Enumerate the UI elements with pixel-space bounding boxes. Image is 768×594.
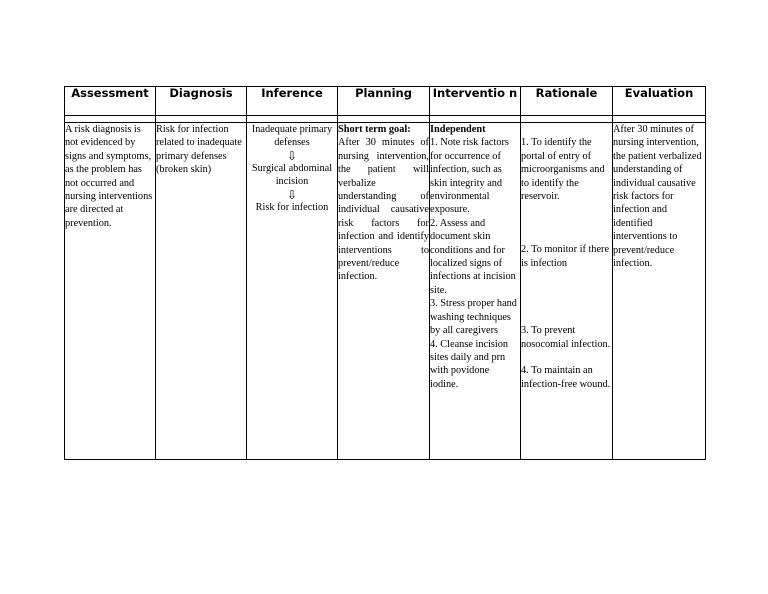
intervention-item-2: 2. Assess and document skin conditions and for localized signs of infections at incision site.	[430, 217, 516, 296]
intervention-item-1: 1. Note risk factors for occurrence of infection, such as skin integrity and environmental exposure.	[430, 137, 509, 216]
header-diagnosis: Diagnosis	[156, 87, 247, 116]
diagnosis-text: Risk for infection related to inadequate primary defenses (broken skin)	[156, 124, 242, 176]
header-row	[65, 87, 706, 116]
header-planning: Planning	[338, 87, 430, 116]
rationale-item-3: 3. To prevent nosocomial infection.	[521, 325, 611, 350]
intervention-item-4: 4. Cleanse incision sites daily and prn with povidone iodine.	[430, 338, 509, 390]
content-row	[65, 123, 706, 460]
diagnosis-cell	[156, 123, 247, 460]
assessment-cell	[65, 123, 156, 460]
intervention-cell	[430, 123, 521, 460]
nursing-care-plan-table	[64, 86, 706, 460]
inference-step-2: Surgical abdominal incision	[251, 162, 333, 188]
inference-step-1: Inadequate primary defenses	[251, 124, 333, 149]
rationale-cell	[521, 123, 613, 460]
down-arrow-icon: ⇩	[286, 148, 298, 163]
evaluation-text: After 30 minutes of nursing intervention, the patient verbalized understanding of individual causative risk factors for infection and identified interventions to prevent/reduce infection.	[613, 124, 702, 270]
header-inference: Inference	[247, 87, 338, 116]
spacer-row	[65, 116, 706, 123]
inference-step-3: Risk for infection	[255, 201, 329, 213]
header-evaluation: Evaluation	[613, 87, 706, 116]
header-assessment: Assessment	[65, 87, 156, 116]
planning-heading: Short term goal:	[338, 124, 411, 135]
rationale-item-1: 1. To identify the portal of entry of microorganisms and to identify the reservoir.	[521, 137, 605, 203]
rationale-item-4: 4. To maintain an infection-free wound.	[521, 365, 611, 390]
down-arrow-icon: ⇩	[286, 187, 298, 202]
inference-cell	[247, 123, 338, 460]
planning-cell	[338, 123, 430, 460]
assessment-text: A risk diagnosis is not evidenced by signs and symptoms, as the problem has not occurred and nursing interventions are directed at prevention.	[65, 124, 153, 229]
intervention-item-3: 3. Stress proper hand washing techniques by all caregivers	[430, 298, 517, 337]
header-rationale: Rationale	[521, 87, 613, 116]
evaluation-cell	[613, 123, 706, 460]
planning-text: After 30 minutes of nursing intervention, the patient will verbalize understanding of individual causative risk factors for infection and identify interventions to prevent/reduce infection.	[338, 137, 429, 283]
rationale-item-2: 2. To monitor if there is infection	[521, 244, 610, 269]
header-intervention: Interventio n	[430, 87, 521, 116]
intervention-heading: Independent	[430, 124, 486, 135]
